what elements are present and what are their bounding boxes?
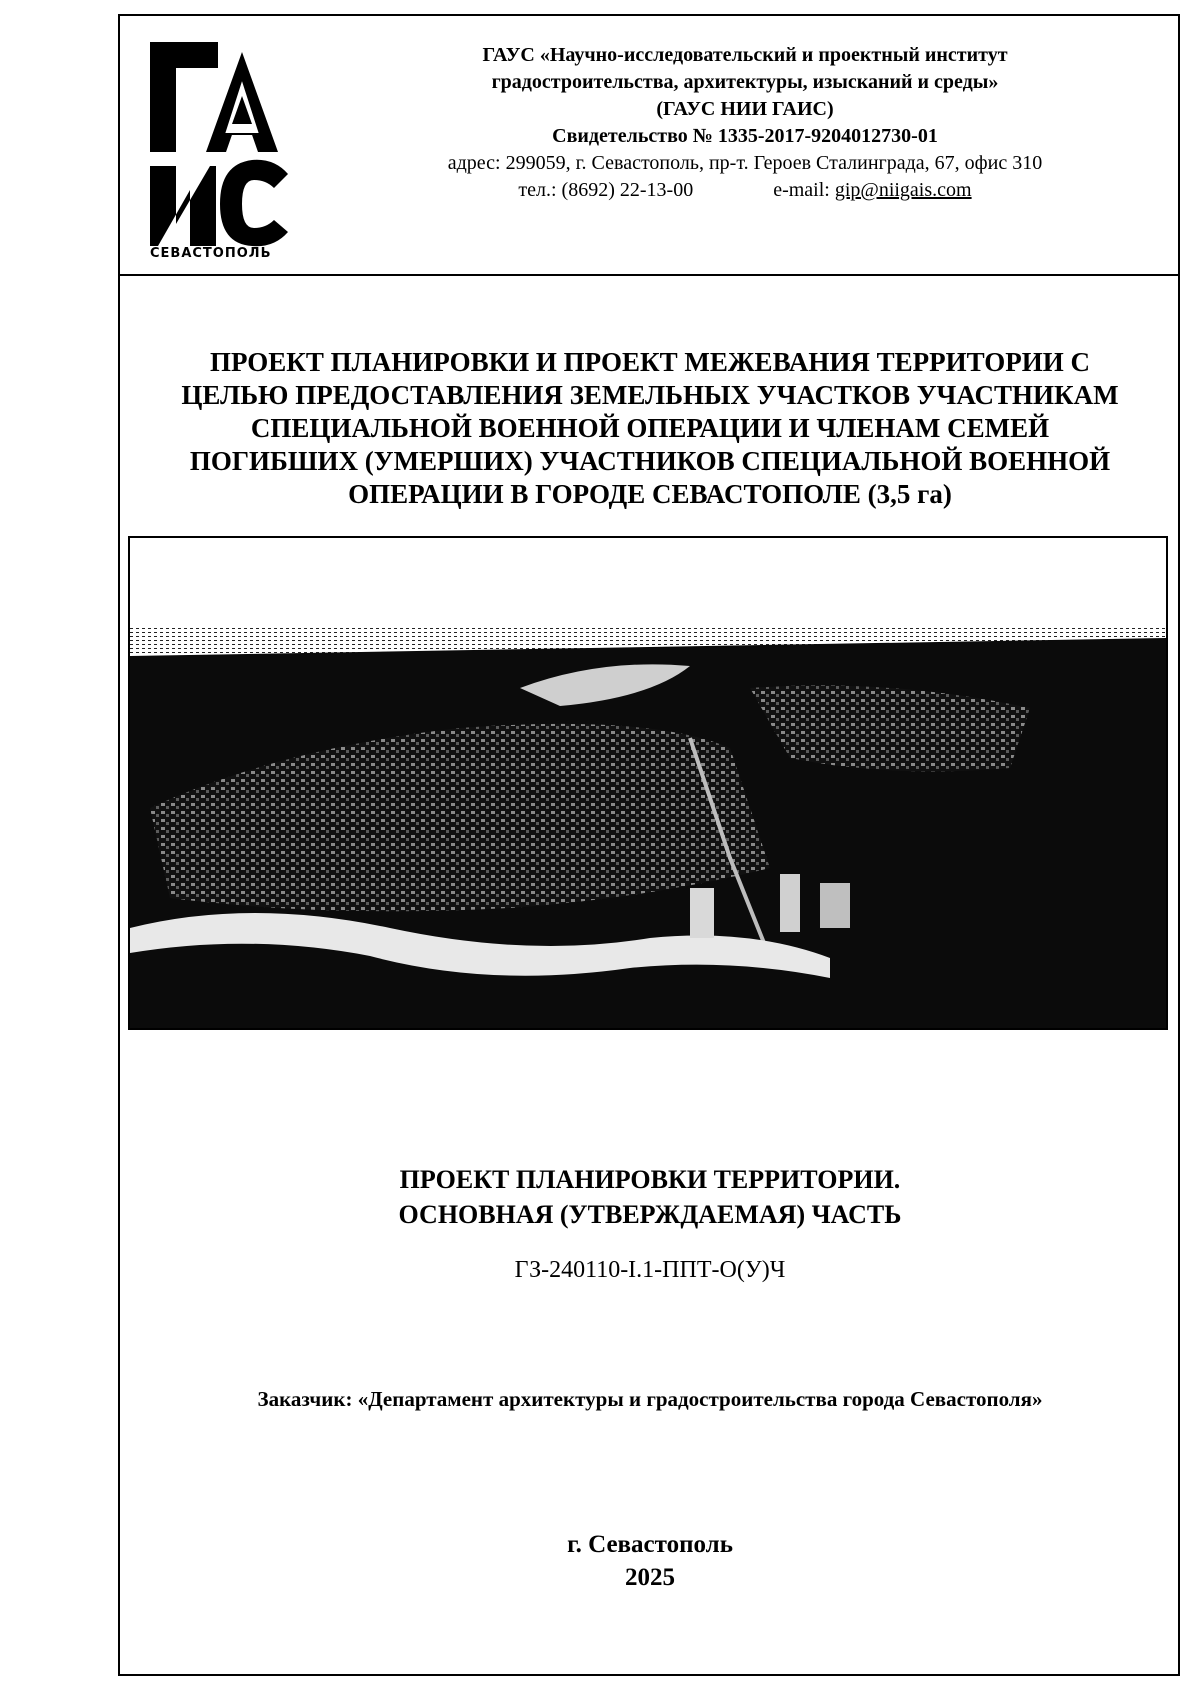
contacts-row — [330, 177, 1160, 204]
title-line: ЦЕЛЬЮ ПРЕДОСТАВЛЕНИЯ ЗЕМЕЛЬНЫХ УЧАСТКОВ УЧАСТНИКАМ — [181, 380, 1119, 410]
certificate: Свидетельство № 1335-2017-9204012730-01 — [552, 125, 938, 147]
address: адрес: 299059, г. Севастополь, пр-т. Героев Сталинграда, 67, офис 310 — [447, 152, 1043, 174]
gais-logo-icon — [146, 34, 296, 264]
year: 2025 — [625, 1564, 675, 1591]
document-code: ГЗ-240110-I.1-ППТ-О(У)Ч — [514, 1257, 786, 1283]
section-title — [140, 1162, 1160, 1232]
phone: тел.: (8692) 22-13-00 — [518, 179, 694, 201]
city: г. Севастополь — [567, 1531, 733, 1558]
title-line: ОПЕРАЦИИ В ГОРОДЕ СЕВАСТОПОЛЕ (3,5 га) — [348, 479, 952, 509]
title-line: СПЕЦИАЛЬНОЙ ВОЕННОЙ ОПЕРАЦИИ И ЧЛЕНАМ СЕМЕЙ — [250, 413, 1050, 443]
customer-line: Заказчик: «Департамент архитектуры и градостроительства города Севастополя» — [257, 1387, 1043, 1411]
aerial-photo — [128, 536, 1168, 1030]
org-name-line2: градостроительства, архитектуры, изысканий и среды» — [491, 71, 999, 93]
title-line: ПОГИБШИХ (УМЕРШИХ) УЧАСТНИКОВ СПЕЦИАЛЬНОЙ ВОЕННОЙ — [189, 446, 1111, 476]
section-title-line1: ПРОЕКТ ПЛАНИРОВКИ ТЕРРИТОРИИ. — [399, 1165, 901, 1194]
email-link[interactable]: gip@niigais.com — [834, 179, 972, 201]
title-line: ПРОЕКТ ПЛАНИРОВКИ И ПРОЕКТ МЕЖЕВАНИЯ ТЕРРИТОРИИ С — [209, 347, 1091, 377]
organization-header — [330, 42, 1160, 204]
section-title-line2: ОСНОВНАЯ (УТВЕРЖДАЕМАЯ) ЧАСТЬ — [398, 1200, 902, 1229]
org-name-line1: ГАУС «Научно-исследовательский и проектный институт — [482, 44, 1008, 66]
document-title — [140, 346, 1160, 511]
header-divider — [118, 274, 1180, 276]
logo-caption: СЕВАСТОПОЛЬ — [150, 246, 272, 261]
email-block — [773, 177, 971, 204]
email-label: e-mail: — [773, 179, 835, 201]
footer-place-year — [140, 1528, 1160, 1594]
aerial-photo-image — [130, 538, 1166, 1028]
org-short-name: (ГАУС НИИ ГАИС) — [656, 98, 834, 120]
